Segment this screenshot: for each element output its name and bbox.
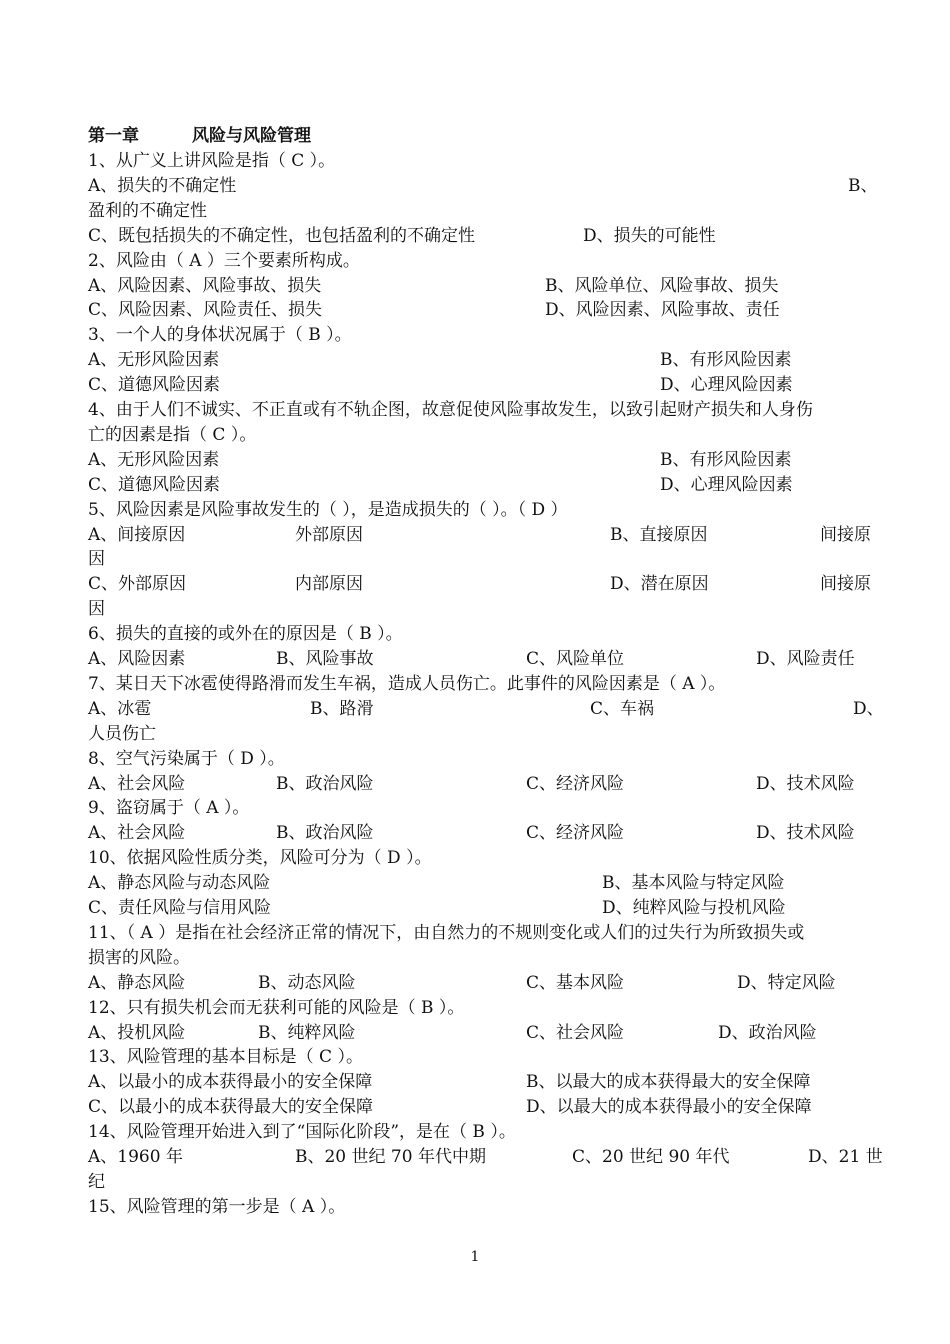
- text-line: [88, 523, 878, 548]
- option-text: B、有形风险因素: [660, 350, 792, 371]
- text-line: [88, 473, 878, 498]
- text-line: [88, 996, 878, 1021]
- line-text: 盈利的不确定性: [88, 200, 207, 221]
- option-text: D、损失的可能性: [583, 225, 716, 246]
- option-text: D、特定风险: [737, 972, 836, 993]
- chapter-label: 第一章: [88, 126, 139, 146]
- line-text: 因: [88, 599, 105, 620]
- line-text: C、道德风险因素: [88, 474, 221, 495]
- option-text: D、: [853, 698, 884, 719]
- option-text: C、车祸: [590, 698, 655, 719]
- text-line: [88, 298, 878, 323]
- text-line: [88, 174, 878, 199]
- text-line: [88, 199, 878, 224]
- text-line: [88, 1095, 878, 1120]
- text-line: [88, 224, 878, 249]
- line-text: 2、风险由（ A ）三个要素所构成。: [88, 250, 360, 271]
- line-text: A、以最小的成本获得最小的安全保障: [88, 1072, 373, 1093]
- option-text: B、政治风险: [276, 773, 374, 794]
- option-text: D、纯粹风险与投机风险: [602, 898, 786, 918]
- text-line: [88, 846, 878, 871]
- line-text: C、既包括损失的不确定性，也包括盈利的不确定性: [88, 225, 476, 246]
- option-text: 外部原因: [295, 524, 363, 545]
- option-text: D、技术风险: [756, 773, 855, 794]
- line-text: A、社会风险: [88, 823, 186, 844]
- text-line: [88, 597, 878, 622]
- line-text: 亡的因素是指（ C ）。: [88, 424, 257, 445]
- option-text: 内部原因: [295, 574, 363, 595]
- option-text: C、风险单位: [526, 649, 625, 669]
- text-line: [88, 971, 878, 996]
- text-line: [88, 1070, 878, 1095]
- line-text: A、静态风险与动态风险: [88, 873, 271, 894]
- text-line: [88, 448, 878, 473]
- text-line: [88, 274, 878, 299]
- text-line: [88, 149, 878, 174]
- line-text: 损害的风险。: [88, 947, 190, 968]
- option-text: B、直接原因: [610, 524, 708, 545]
- text-line: [88, 373, 878, 398]
- chapter-title: 风险与风险管理: [192, 126, 311, 146]
- line-text: 3、一个人的身体状况属于（ B ）。: [88, 325, 352, 346]
- text-line: [88, 572, 878, 597]
- option-text: D、政治风险: [718, 1022, 817, 1043]
- line-text: C、外部原因: [88, 574, 187, 595]
- option-text: C、经济风险: [526, 823, 625, 844]
- page-number: 1: [470, 1249, 480, 1265]
- text-line: [88, 821, 878, 846]
- option-text: 间接原: [820, 524, 871, 545]
- text-line: [88, 498, 878, 523]
- option-text: D、潜在原因: [610, 574, 709, 595]
- line-text: 纪: [88, 1171, 105, 1192]
- option-text: D、心理风险因素: [660, 375, 793, 396]
- option-text: C、社会风险: [526, 1022, 625, 1043]
- option-text: B、有形风险因素: [660, 449, 792, 470]
- line-text: A、投机风险: [88, 1022, 186, 1043]
- line-text: 9、盗窃属于（ A ）。: [88, 798, 250, 819]
- line-text: 6、损失的直接的或外在的原因是（ B ）。: [88, 624, 403, 645]
- line-text: 13、风险管理的基本目标是（ C ）。: [88, 1047, 363, 1068]
- text-line: [88, 323, 878, 348]
- text-line: [88, 398, 878, 423]
- line-text: A、无形风险因素: [88, 449, 220, 470]
- option-text: B、路滑: [310, 698, 374, 719]
- text-line: [88, 1021, 878, 1046]
- option-text: C、20 世纪 90 年代: [572, 1147, 730, 1167]
- line-text: 因: [88, 549, 105, 570]
- option-text: B、基本风险与特定风险: [602, 873, 785, 894]
- option-text: D、风险因素、风险事故、责任: [545, 300, 780, 321]
- line-text: 1、从广义上讲风险是指（ C ）。: [88, 151, 336, 171]
- line-text: A、冰雹: [88, 698, 152, 719]
- chapter-heading: [88, 124, 878, 149]
- text-line: [88, 1195, 878, 1220]
- line-text: A、风险因素: [88, 649, 186, 669]
- line-text: A、间接原因: [88, 524, 186, 545]
- text-line: [88, 672, 878, 697]
- text-line: [88, 249, 878, 274]
- option-text: B、风险事故: [276, 649, 374, 669]
- text-line: [88, 1170, 878, 1195]
- option-text: D、风险责任: [756, 649, 855, 669]
- text-line: [88, 622, 878, 647]
- line-text: A、风险因素、风险事故、损失: [88, 275, 322, 296]
- line-text: A、社会风险: [88, 773, 186, 794]
- line-text: 14、风险管理开始进入到了“国际化阶段”，是在（ B ）。: [88, 1122, 516, 1143]
- text-line: [88, 547, 878, 572]
- text-line: [88, 921, 878, 946]
- line-text: C、道德风险因素: [88, 375, 221, 396]
- option-text: B、风险单位、风险事故、损失: [545, 275, 779, 296]
- line-text: 10、依据风险性质分类，风险可分为（ D ）。: [88, 848, 432, 869]
- text-line: [88, 647, 878, 672]
- text-line: [88, 1120, 878, 1145]
- line-text: 7、某日天下冰雹使得路滑而发生车祸，造成人员伤亡。此事件的风险因素是（ A ）。: [88, 673, 726, 694]
- text-line: [88, 1045, 878, 1070]
- line-text: C、风险因素、风险责任、损失: [88, 300, 323, 321]
- line-text: A、无形风险因素: [88, 350, 220, 371]
- option-text: B、动态风险: [258, 972, 356, 993]
- text-line: [88, 348, 878, 373]
- option-text: D、以最大的成本获得最小的安全保障: [526, 1097, 812, 1118]
- text-line: [88, 1145, 883, 1170]
- line-text: 5、风险因素是风险事故发生的（ ），是造成损失的（ ）。（ D ）: [88, 499, 568, 520]
- option-text: B、政治风险: [276, 823, 374, 844]
- option-text: C、基本风险: [526, 972, 625, 993]
- text-line: [88, 772, 878, 797]
- option-text: C、经济风险: [526, 773, 625, 794]
- text-line: [88, 423, 878, 448]
- line-text: 11、（ A ）是指在社会经济正常的情况下，由自然力的不规则变化或人们的过失行为所致损失或: [88, 922, 805, 943]
- text-line: [88, 946, 878, 971]
- line-text: 4、由于人们不诚实、不正直或有不轨企图，故意促使风险事故发生，以致引起财产损失和人身伤: [88, 400, 813, 420]
- text-line: [88, 747, 878, 772]
- text-line: [88, 697, 884, 722]
- line-text: 人员伤亡: [88, 723, 156, 744]
- option-text: B、: [848, 175, 878, 196]
- text-line: [88, 871, 878, 896]
- option-text: B、纯粹风险: [258, 1022, 356, 1043]
- line-text: C、责任风险与信用风险: [88, 898, 272, 918]
- line-text: A、静态风险: [88, 972, 186, 993]
- option-text: D、心理风险因素: [660, 474, 793, 495]
- option-text: B、20 世纪 70 年代中期: [295, 1147, 486, 1167]
- line-text: 12、只有损失机会而无获利可能的风险是（ B ）。: [88, 997, 465, 1018]
- line-text: A、1960 年: [88, 1147, 183, 1167]
- text-line: [88, 796, 878, 821]
- line-text: C、以最小的成本获得最大的安全保障: [88, 1097, 374, 1118]
- text-line: [88, 896, 878, 921]
- line-text: A、损失的不确定性: [88, 175, 237, 196]
- option-text: 间接原: [820, 574, 871, 595]
- line-text: 15、风险管理的第一步是（ A ）。: [88, 1196, 346, 1217]
- option-text: D、21 世: [808, 1147, 883, 1167]
- option-text: B、以最大的成本获得最大的安全保障: [526, 1072, 811, 1093]
- option-text: D、技术风险: [756, 823, 855, 844]
- line-text: 8、空气污染属于（ D ）。: [88, 748, 285, 769]
- text-line: [88, 722, 878, 747]
